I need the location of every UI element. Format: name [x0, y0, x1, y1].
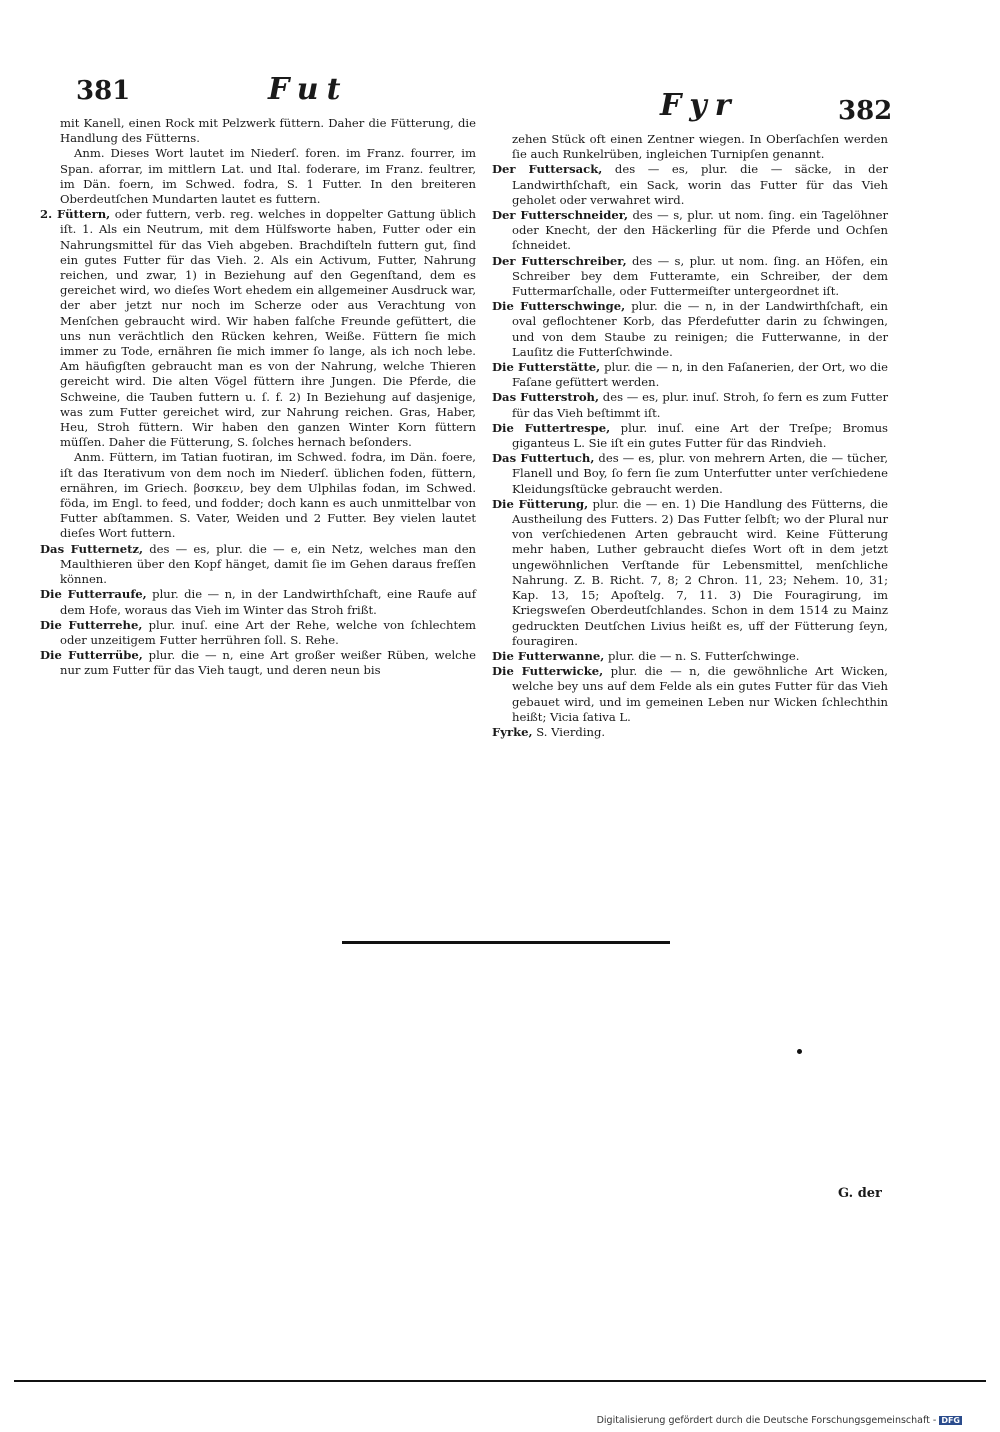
left-column: [40, 116, 476, 679]
dictionary-entry: [492, 725, 888, 740]
entry-headword: Die Futterwanne,: [492, 648, 605, 663]
dictionary-entry: [40, 542, 476, 588]
dictionary-entry: [492, 390, 888, 420]
funding-text: Digitalisierung gefördert durch die Deutsche Forschungsgemeinschaft -: [596, 1415, 937, 1426]
dictionary-entry: [492, 497, 888, 649]
dictionary-entry: [492, 451, 888, 497]
dictionary-entry: [492, 208, 888, 254]
entry-headword: Das Futterstroh,: [492, 390, 600, 405]
entry-headword: Der Futtersack,: [492, 162, 603, 177]
entry-text: Anm. Dieses Wort lautet im Niederſ. foren. im Franz. fourrer, im Span. aforrar, im mittlern Lat. und Ital. foderare, im Franz. feultrer, im Dän. foern, im Schwed. fodra, S. 1 Futter. In den breiteren Oberdeutſchen Mundarten lautet es futtern.: [60, 146, 476, 207]
dictionary-entry: [40, 207, 476, 450]
entry-text: Anm. Füttern, im Tatian fuotiran, im Schwed. fodra, im Dän. foere, iſt das Iterativum von dem noch im Niederſ. üblichen foden, füttern, ernähren, im Griech. βοσκειν, bey dem Ulphilas fodan, im Schwed. föda, im Engl. to feed, und fodder; doch kann es auch unmittelbar von Futter abſtammen. S. Vater, Weiden und 2 Futter. Bey vielen lautet dieſes Wort futtern.: [60, 450, 476, 541]
entry-text: plur. inuſ. eine Art der Rehe, welche von ſchlechtem oder unzeitigem Futter herrühren ſoll. S. Rehe.: [60, 617, 477, 647]
entry-text: des — s, plur. ut nom. ſing. an Höfen, ein Schreiber bey dem Futteramte, ein Schreiber, der dem Futtermarſchalle, oder Futtermeiſter untergeordnet iſt.: [512, 253, 888, 299]
dictionary-entry: [40, 587, 476, 617]
entry-text: plur. die — en. 1) Die Handlung des Fütterns, die Austheilung des Futters. 2) Das Futter ſelbſt; wo der Plural nur von verſchiedenen Arten gebraucht wird. Keine Fütterung mehr haben, Luther gebraucht dieſes Wort oft in dem jetzt ungewöhnlichen Verſtande für Lebensmittel, menſchliche Nahrung. Z. B. Richt. 7, 8; 2 Chron. 11, 23; Nehem. 10, 31; Kap. 13, 15; Apoſtelg. 7, 11. 3) Die Fouragirung, im Kriegsweſen Oberdeutſchlandes. Schon in dem 1514 zu Mainz gedruckten Deutſchen Livius heißt es, uff der Fütterung ſeyn, fouragiren.: [512, 496, 888, 648]
right-running-head: Fyr: [660, 88, 739, 123]
dictionary-entry: [40, 648, 476, 678]
dictionary-entry: [40, 618, 476, 648]
dictionary-entry: [492, 360, 888, 390]
digitization-footer: [597, 1415, 962, 1426]
entry-headword: Die Futterschwinge,: [492, 299, 626, 314]
entry-headword: Die Futterstätte,: [492, 360, 601, 375]
entry-text: plur. die — n, die gewöhnliche Art Wicken, welche bey uns auf dem Felde als ein gutes Futter für das Vieh gebauet wird, und im gemeinen Leben nur Wicken ſchlechthin heißt; Vicia ſativa L.: [512, 664, 888, 724]
left-page-number: 381: [76, 76, 131, 106]
dictionary-entry: [492, 664, 888, 725]
entry-text: plur. die — n, in der Landwirthſchaft, eine Raufe auf dem Hofe, woraus das Vieh im Winter das Stroh frißt.: [60, 587, 476, 617]
entry-headword: Das Futtertuch,: [492, 451, 595, 466]
entry-text: plur. inuſ. eine Art der Treſpe; Bromus giganteus L. Sie iſt ein gutes Futter für das Rindvieh.: [512, 420, 888, 451]
entry-headword: 2. Füttern,: [40, 207, 111, 222]
right-page-number: 382: [838, 96, 893, 126]
entry-text: plur. die — n. S. Futterſchwinge.: [607, 648, 800, 663]
etymology-note: [40, 146, 476, 207]
continued-text: [40, 116, 476, 146]
continued-text: [492, 132, 888, 162]
entry-text: des — s, plur. ut nom. ſing. ein Tagelöhner oder Knecht, der den Häckerling für die Pferde und Ochſen ſchneidet.: [512, 208, 888, 253]
entry-text: plur. die — n, in den Faſanerien, der Ort, wo die Faſane gefüttert werden.: [512, 360, 889, 390]
entry-headword: Die Futterrehe,: [40, 617, 143, 632]
entry-text: des — es, plur. die — e, ein Netz, welches man den Maulthieren über den Kopf hänget, damit ſie im Gehen daraus freſſen können.: [60, 541, 477, 587]
etymology-note: [40, 450, 476, 541]
entry-text: S. Vierding.: [536, 724, 606, 739]
entry-text: zehen Stück oft einen Zentner wiegen. In Oberſachſen werden ſie auch Runkelrüben, ingleichen Turnipſen genannt.: [512, 132, 888, 162]
left-running-head: Fut: [268, 72, 349, 107]
entry-headword: Die Futterrübe,: [40, 648, 143, 663]
catchword: G. der: [838, 1186, 882, 1201]
entry-text: des — es, plur. inuſ. Stroh, ſo fern es zum Futter für das Vieh beſtimmt iſt.: [512, 390, 888, 420]
dictionary-entry: [492, 299, 888, 360]
entry-text: oder futtern, verb. reg. welches in doppelter Gattung üblich iſt. 1. Als ein Neutrum, mit dem Hülfsworte haben, Futter oder ein Nahrungsmittel für das Vieh abgeben. Brachdiſteln futtern gut, ſind ein gutes Futter für das Vieh. 2. Als ein Activum, Futter, Nahrung reichen, und zwar, 1) in Beziehung auf den Gegenſtand, dem es gereichet wird, wo dieſes Wort ehedem ein allgemeiner Ausdruck war, der aber jetzt nur noch im Scherze oder aus Verachtung von Menſchen gebraucht wird. Wir haben falſche Freunde gefüttert, die uns nun verächtlich den Rücken kehren, Weiße. Füttern ſie mich immer zu Tode, ernähren ſie mich immer ſo lange, als ich noch lebe. Am häufigſten gebraucht man es von der Nahrung, welche Thieren gereicht wird. Die alten Vögel füttern ihre Jungen. Die Pferde, die Schweine, die Tauben futtern u. ſ. f. 2) In Beziehung auf dasjenige, was zum Futter gereichet wird, zur Nahrung reichen. Gras, Haber, Heu, Stroh füttern. Wir haben den ganzen Winter Korn füttern müſſen. Daher die Fütterung, S. ſolches hernach beſonders.: [60, 207, 476, 450]
dictionary-entry: [492, 649, 888, 664]
entry-headword: Die Futterwicke,: [492, 664, 604, 679]
end-of-text-rule: [342, 941, 670, 944]
entry-headword: Der Futterschneider,: [492, 208, 629, 223]
entry-text: plur. die — n, in der Landwirthſchaft, ein oval geflochtener Korb, das Pferdefutter darin zu ſchwingen, und von dem Staube zu reinigen; die Futterwanne, in der Lauſitz die Futterſchwinde.: [512, 299, 889, 359]
dictionary-entry: [492, 254, 888, 300]
entry-text: des — es, plur. von mehrern Arten, die — tücher, Flanell und Boy, ſo fern ſie zum Unterfutter unter verſchiedene Kleidungsſtücke gebraucht werden.: [512, 451, 889, 496]
entry-headword: Fyrke,: [492, 724, 533, 739]
entry-headword: Der Futterschreiber,: [492, 253, 627, 268]
dictionary-entry: [492, 421, 888, 451]
entry-text: des — es, plur. die — säcke, in der Landwirthſchaft, ein Sack, worin das Futter für das Vieh geholet oder verwahret wird.: [512, 162, 888, 207]
entry-headword: Die Futterraufe,: [40, 587, 147, 602]
ink-spot: [797, 1049, 802, 1054]
entry-text: mit Kanell, einen Rock mit Pelzwerk füttern. Daher die Fütterung, die Handlung des Fütterns.: [60, 116, 476, 146]
entry-headword: Die Fütterung,: [492, 496, 589, 511]
entry-headword: Die Futtertrespe,: [492, 420, 611, 435]
dictionary-entry: [492, 162, 888, 208]
entry-text: plur. die — n, eine Art großer weißer Rüben, welche nur zum Futter für das Vieh taugt, und deren neun bis: [60, 648, 476, 678]
entry-headword: Das Futternetz,: [40, 541, 144, 556]
dfg-logo: DFG: [941, 1416, 960, 1425]
right-column: [492, 132, 888, 740]
page-bottom-rule: [14, 1380, 986, 1382]
